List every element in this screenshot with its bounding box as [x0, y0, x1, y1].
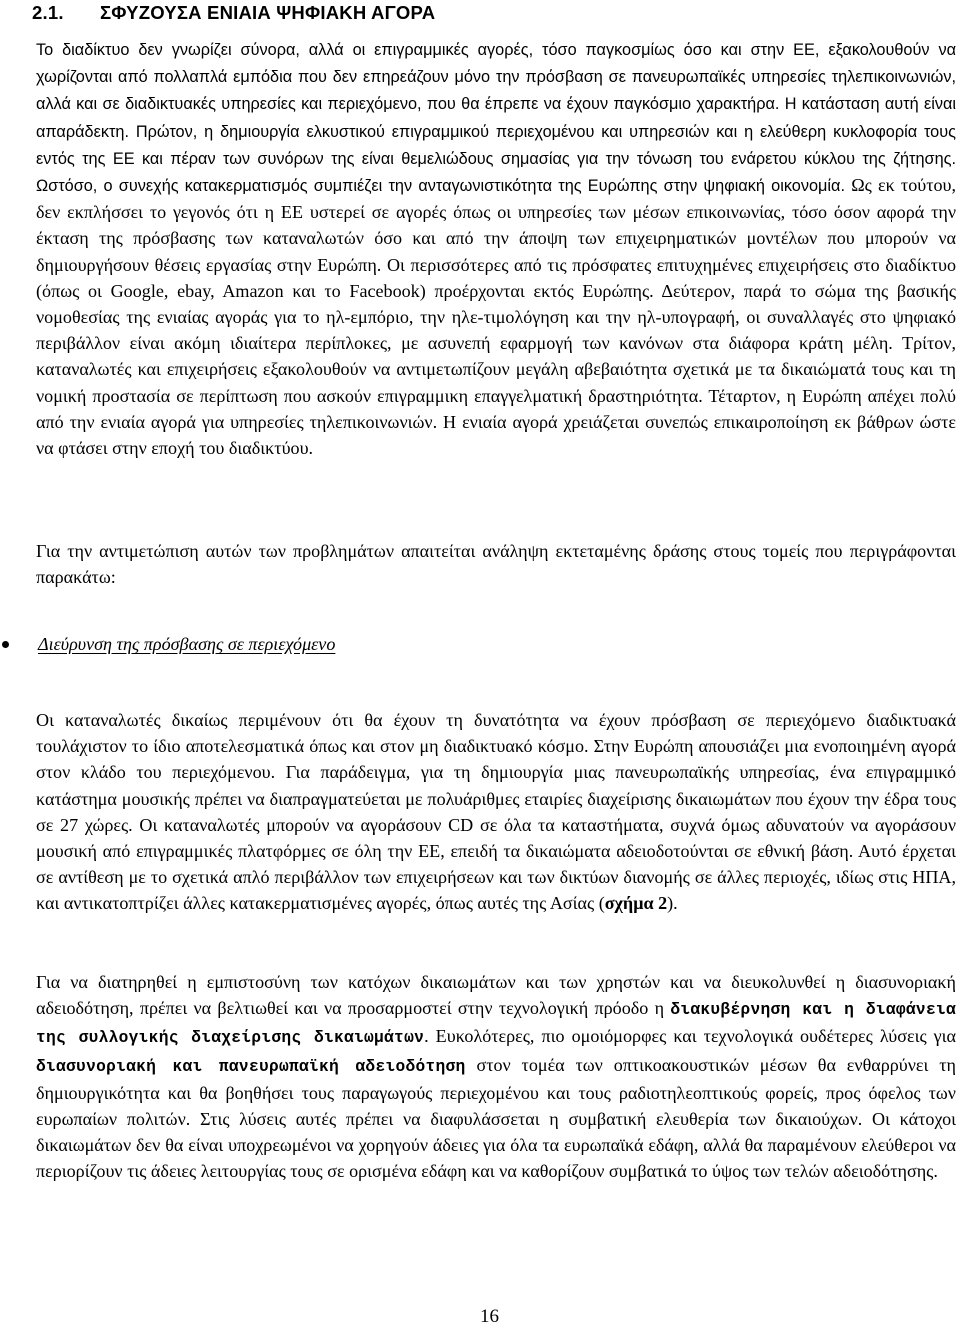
figure-ref-open: (: [598, 893, 605, 914]
intro-paragraph: [36, 36, 956, 461]
trust-paragraph: [36, 969, 956, 1185]
section-heading: [32, 1, 435, 25]
figure-reference: σχήμα 2: [604, 893, 668, 914]
trust-bold-licensing: διασυνοριακή και πανευρωπαϊκή αδειοδότηση: [36, 1057, 466, 1076]
lead-in-paragraph: Για την αντιμετώπιση αυτών των προβλημάτων απαιτείται ανάληψη εκτεταμένης δράσης στους τομείς που περιγράφονται παρακάτω:: [36, 541, 956, 588]
trust-text-3: στον τομέα των οπτικοακουστικών μέσων θα ενθαρρύνει τη δημιουργικότητα και θα βοηθήσει τους παραγωγούς περιεχομένου και τους ραδιοτηλεοπτικούς φορείς, προς όφελος των ευρωπαίων πολιτών. Στις λύσεις αυτές πρέπει να διαφυλάσσεται η συμβατική ελευθερία των δικαιούχων. Οι κάτοχοι δικαιωμάτων δεν θα είναι υποχρεωμένοι να χορηγούν άδειες για όλα τα ευρωπαϊκά εδάφη, αλλά θα παραμένουν ελεύθεροι να περιορίζουν τις άδειες λειτουργίας τους σε ορισμένα εδάφη και να καθορίζουν συμβατικά το ύψος των τελών αδειοδότησης.: [36, 1054, 956, 1182]
bullet-dot-icon: [2, 641, 9, 648]
content-text: Οι καταναλωτές δικαίως περιμένουν ότι θα έχουν τη δυνατότητα να έχουν πρόσβαση σε περιεχόμενο διαδικτυακά τουλάχιστον το ίδιο αποτελεσματικά όπως και στον μη διαδικτυακό κόσμο. Στην Ευρώπη απουσιάζει μια ενοποιημένη αγορά στον κλάδο του περιεχόμενου. Για παράδειγμα, για τη δημιουργία μιας πανευρωπαϊκής υπηρεσίας, ένα επιγραμμικό κατάστημα μουσικής πρέπει να διαπραγματεύεται με πολυάριθμες εταιρίες διαχείρισης δικαιωμάτων που έχουν την έδρα τους σε 27 χώρες. Οι καταναλωτές μπορούν να αγοράσουν CD σε όλα τα καταστήματα, συχνά όμως αδυνατούν να αγοράσουν μουσική από επιγραμμικές πλατφόρμες σε όλη την ΕΕ, επειδή τα δικαιώματα αδειοδοτούνται σε εθνική βάση. Αυτό έρχεται σε αντίθεση με το σχετικά απλό περιβάλλον των επιχειρήσεων και των δικτύων διανομής σε άλλες περιοχές, ιδίως στις ΗΠΑ, και αντικατοπτρίζει άλλες κατακερματισμένες αγορές, όπως αυτές της Ασίας: [36, 710, 956, 914]
trust-bold-governance: διακυβέρνηση και η διαφάνεια της συλλογικής διαχείρισης δικαιωμάτων: [36, 1001, 956, 1048]
figure-ref-close: ).: [667, 893, 678, 914]
content-paragraph: [36, 707, 956, 917]
section-number: 2.1.: [32, 2, 64, 23]
trust-text-1: Για να διατηρηθεί η εμπιστοσύνη των κατόχων δικαιωμάτων και των χρηστών και να διευκολυνθεί η διασυνοριακή αδειοδότηση, πρέπει να βελτιωθεί και να προσαρμοστεί στην τεχνολογική πρόοδο η: [36, 972, 956, 1019]
intro-text-sans: Το διαδίκτυο δεν γνωρίζει σύνορα, αλλά οι επιγραμμικές αγορές, τόσο παγκοσμίως όσο και στην ΕΕ, εξακολουθούν να χωρίζονται από πολλαπλά εμπόδια που δεν επηρεάζουν μόνο την πρόσβαση σε πανευρωπαϊκές υπηρεσίες τηλεπικοινωνιών, αλλά και σε διαδικτυακές υπηρεσίες και περιεχόμενο, που θα έπρεπε να έχουν παγκόσμιο χαρακτήρα. Η κατάσταση αυτή είναι απαράδεκτη. Πρώτον, η δημιουργία ελκυστικού επιγραμμικού περιεχομένου και υπηρεσιών και η ελεύθερη κυκλοφορία τους εντός της ΕΕ και πέραν των συνόρων της είναι θεμελιώδους σημασίας για την τόνωση του ενάρετου κύκλου της ζήτησης. Ωστόσο, ο συνεχής κατακερματισμός συμπιέζει την ανταγωνιστικότητα της Ευρώπης στην ψηφιακή οικονομία.: [36, 41, 956, 196]
section-title: ΣΦΥΖΟΥΣΑ ΕΝΙΑΙΑ ΨΗΦΙΑΚΗ ΑΓΟΡΑ: [100, 2, 436, 23]
bullet-heading: Διεύρυνση της πρόσβασης σε περιεχόμενο: [38, 634, 336, 654]
page-number: 16: [480, 1306, 499, 1327]
intro-text-serif: Ως εκ τούτου, δεν εκπλήσσει το γεγονός ότι η ΕΕ υστερεί σε αγορές όπως οι υπηρεσίες των μέσων επικοινωνίας, τόσο όσον αφορά την έκταση της πρόσβασης των καταναλωτών όσο και από την άποψη των επιχειρηματικών μοντέλων που μπορούν να δημιουργήσουν θέσεις εργασίας στην Ευρώπη. Οι περισσότερες από τις πρόσφατες επιτυχημένες επιχειρήσεις στο διαδίκτυο (όπως οι Google, ebay, Amazon και το Facebook) προέρχονται εκτός Ευρώπης. Δεύτερον, παρά το σώμα της βασικής νομοθεσίας της ενιαίας αγοράς για το ηλ-εμπόριο, την ηλε-τιμολόγηση και την ηλ-υπογραφή, οι συναλλαγές στο ψηφιακό περιβάλλον είναι ακόμη ιδιαίτερα περίπλοκες, με ασυνεπή εφαρμογή των κανόνων στα διάφορα κράτη μέλη. Τρίτον, καταναλωτές και επιχειρήσεις εξακολουθούν να αντιμετωπίζουν μεγάλη αβεβαιότητα σχετικά με τα δικαιώματά τους και τη νομική προστασία σε περίπτωση που ασκούν επιγραμμικη επαγγελματική δραστηριότητα. Τέταρτον, η Ευρώπη απέχει πολύ από την ενιαία αγορά για υπηρεσίες τηλεπικοινωνιών. Η ενιαία αγορά χρειάζεται συνεπώς επικαιροποίηση εκ βάθρων ώστε να φτάσει στην εποχή του διαδικτύου.: [36, 175, 956, 459]
trust-text-2: . Ευκολότερες, πιο ομοιόμορφες και τεχνολογικά ουδέτερες λύσεις για: [424, 1026, 956, 1047]
